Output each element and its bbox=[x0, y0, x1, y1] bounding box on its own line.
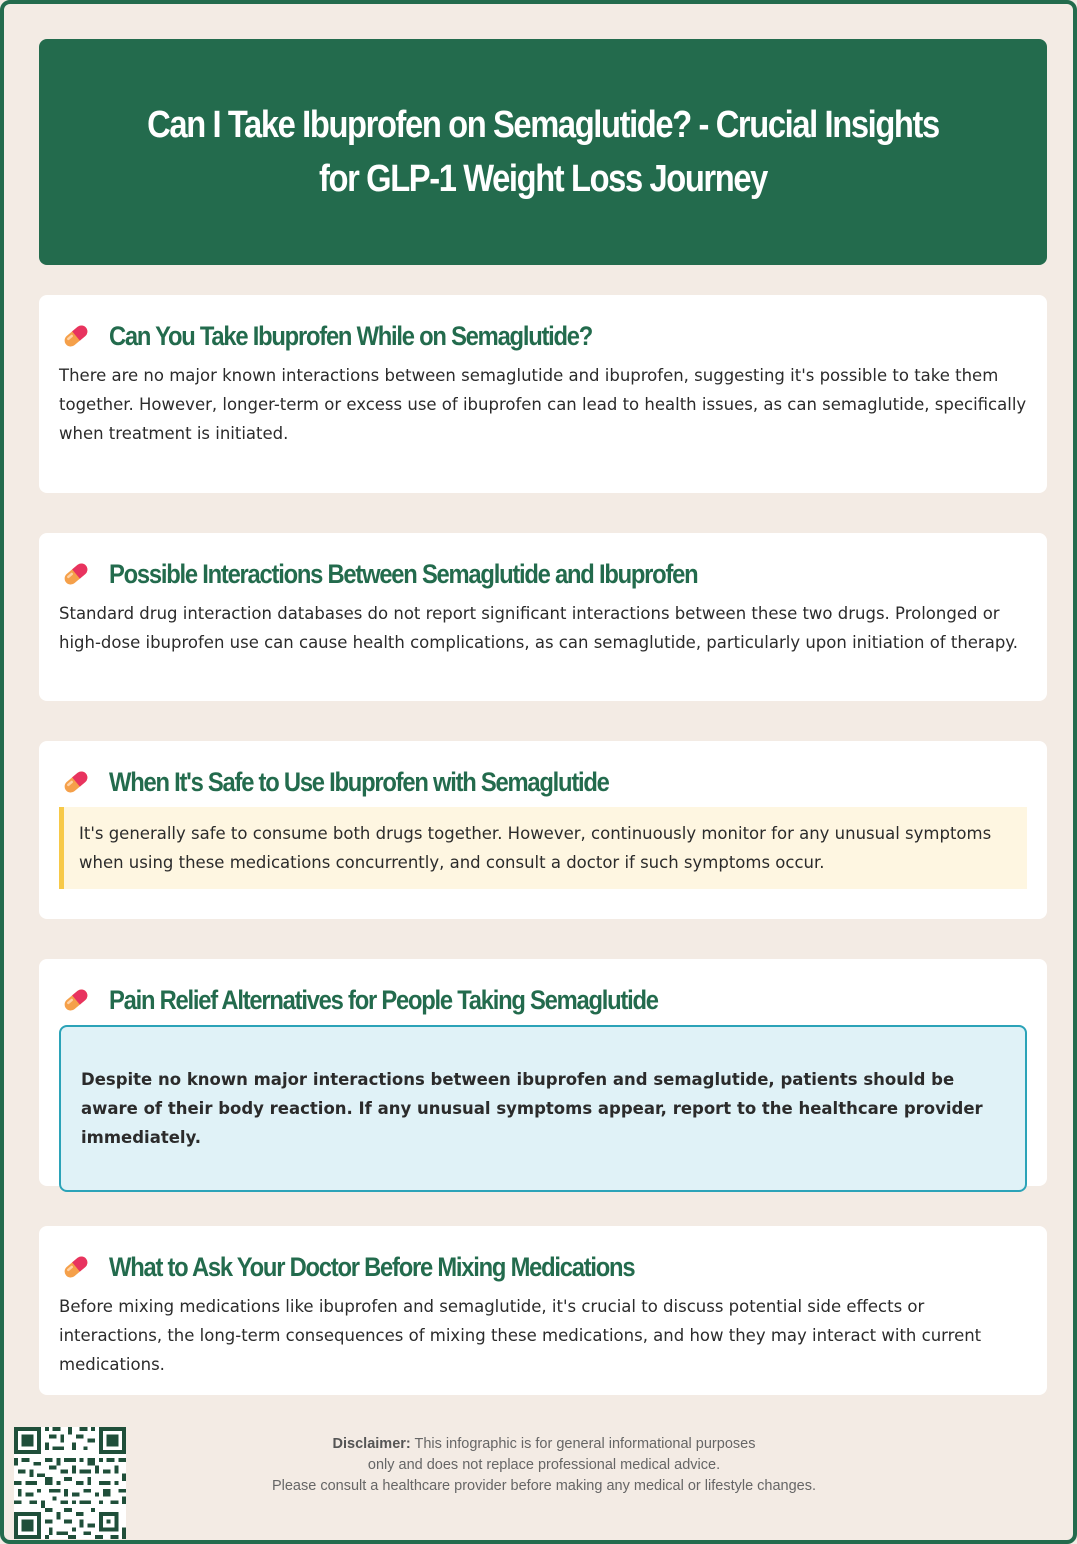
section-body: Before mixing medications like ibuprofen and semaglutide, it's crucial to discuss potential side effects or interactions, the long-term consequences of mixing these medications, and how they may interact with current medications. bbox=[59, 1297, 982, 1374]
section-header bbox=[59, 555, 1027, 593]
section-title: Possible Interactions Between Semaglutide and Ibuprofen bbox=[109, 558, 698, 589]
section-card-5 bbox=[39, 1226, 1047, 1395]
section-header bbox=[59, 763, 1027, 801]
page-title: Can I Take Ibuprofen on Semaglutide? - Crucial Insights for GLP-1 Weight Loss Journey bbox=[147, 104, 939, 200]
section-title: What to Ask Your Doctor Before Mixing Medications bbox=[109, 1251, 635, 1282]
pill-icon bbox=[59, 765, 93, 799]
section-card-1 bbox=[39, 295, 1047, 493]
disclaimer-line-2: only and does not replace professional medical advice. bbox=[367, 1457, 721, 1473]
disclaimer bbox=[144, 1434, 944, 1497]
disclaimer-text-1: This infographic is for general informational purposes bbox=[414, 1436, 756, 1452]
safety-note: It's generally safe to consume both drugs together. However, continuously monitor for any unusual symptoms when using these medications concurrently, and consult a doctor if such symptoms occur. bbox=[59, 807, 1027, 889]
section-header bbox=[59, 981, 1027, 1019]
section-card-4 bbox=[39, 959, 1047, 1186]
section-body: Standard drug interaction databases do not report significant interactions between these two drugs. Prolonged or high-dose ibuprofen use can cause health complications, as can semaglutide, particularly upon initiation of therapy. bbox=[59, 604, 1018, 652]
disclaimer-line-3: Please consult a healthcare provider before making any medical or lifestyle changes. bbox=[271, 1478, 817, 1494]
pill-icon bbox=[59, 983, 93, 1017]
section-card-3 bbox=[39, 741, 1047, 919]
disclaimer-line-1 bbox=[144, 1434, 944, 1455]
section-header bbox=[59, 1248, 1027, 1286]
section-body: There are no major known interactions between semaglutide and ibuprofen, suggesting it's possible to take them together. However, longer-term or excess use of ibuprofen can lead to health issues, as can semaglutide, specifically when treatment is initiated. bbox=[59, 366, 1027, 443]
qr-code-icon[interactable] bbox=[14, 1427, 126, 1539]
highlight-note: Despite no known major interactions between ibuprofen and semaglutide, patients should be aware of their body reaction. If any unusual symptoms appear, report to the healthcare provider immediately. bbox=[59, 1025, 1027, 1192]
title-banner bbox=[39, 39, 1047, 265]
pill-icon bbox=[59, 557, 93, 591]
section-title: When It's Safe to Use Ibuprofen with Semaglutide bbox=[109, 766, 609, 797]
section-header bbox=[59, 317, 1027, 355]
disclaimer-label: Disclaimer: bbox=[332, 1436, 411, 1452]
section-card-2 bbox=[39, 533, 1047, 701]
section-title: Pain Relief Alternatives for People Taking Semaglutide bbox=[109, 984, 658, 1015]
pill-icon bbox=[59, 319, 93, 353]
section-title: Can You Take Ibuprofen While on Semaglutide? bbox=[109, 320, 593, 351]
pill-icon bbox=[59, 1250, 93, 1284]
